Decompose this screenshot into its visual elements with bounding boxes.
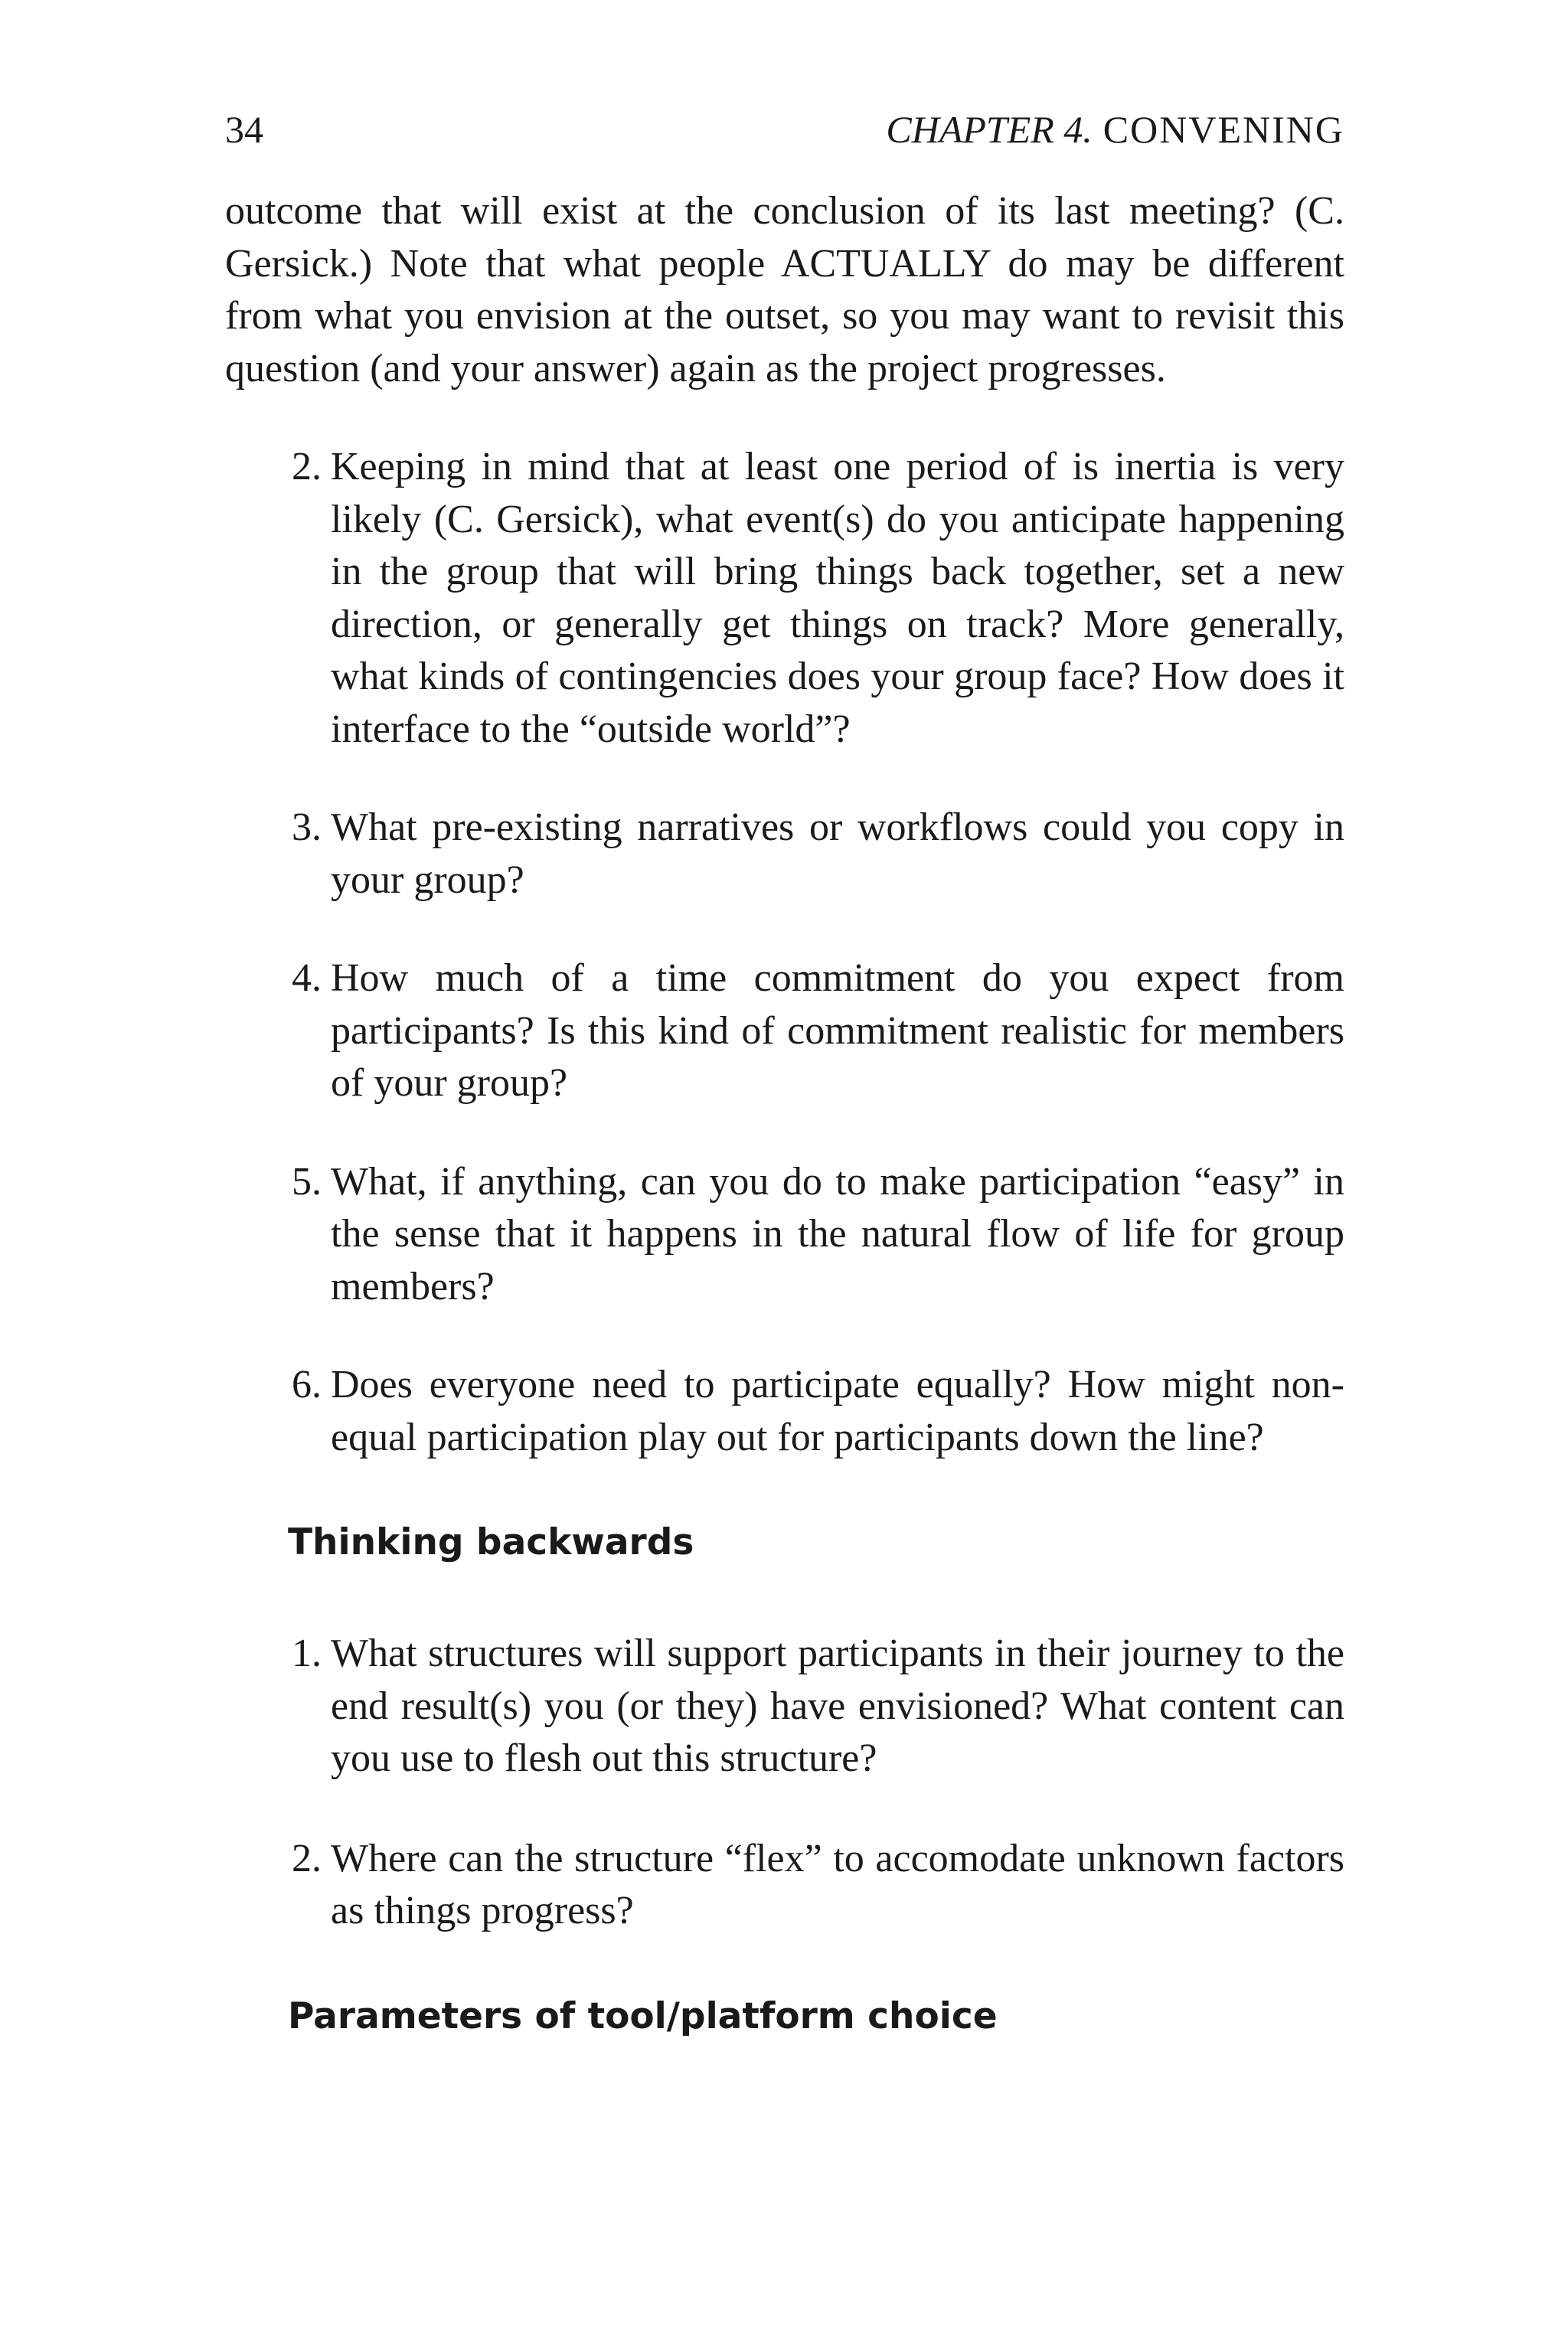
list-item-number: 2. <box>292 1836 322 1880</box>
list-item-text: What pre-existing narratives or workflows could you copy in your group? <box>331 805 1344 902</box>
body-text <box>225 185 1344 2043</box>
list-item-number: 1. <box>292 1632 322 1675</box>
list-item-number: 6. <box>292 1363 322 1406</box>
list-item <box>225 802 1344 906</box>
list-item-number: 4. <box>292 956 322 1000</box>
list-item <box>225 1628 1344 1785</box>
list-item <box>225 952 1344 1110</box>
list-item-number: 5. <box>292 1159 322 1204</box>
list-item-text: How much of a time commitment do you expect from participants? Is this kind of commitment realistic for members of your group? <box>331 956 1344 1105</box>
list-item-text: Does everyone need to participate equally? How might non-equal participation play out for participants down the line? <box>331 1363 1344 1459</box>
chapter-title: CONVENING <box>1102 108 1344 151</box>
list-item <box>225 1833 1344 1938</box>
running-head <box>225 103 1344 156</box>
continuation-paragraph: outcome that will exist at the conclusion of its last meeting? (C. Gersick.) Note that what people ACTUALLY do may be different from what you envision at the outset, so you may want to revisit this question (and your answer) again as the project progresses. <box>225 189 1344 390</box>
list-item-text: Keeping in mind that at least one period of is inertia is very likely (C. Gersick), what event(s) do you anticipate happening in the group that will bring things back together, set a new direction, or generally get things on track? More generally, what kinds of contingencies does your group face? How does it interface to the “outside world”? <box>331 445 1344 751</box>
list-item <box>225 441 1344 756</box>
section-heading-parameters: Parameters of tool/platform choice <box>288 1994 998 2037</box>
list-item-text: What structures will support participants in their journey to the end result(s) you (or they) have envisioned? What content can you use to flesh out this structure? <box>331 1632 1344 1780</box>
list-item-number: 3. <box>292 805 322 849</box>
chapter-header <box>886 103 1344 156</box>
question-list <box>225 441 1344 1464</box>
list-item-text: What, if anything, can you do to make participation “easy” in the sense that it happens in the natural flow of life for group members? <box>331 1159 1344 1308</box>
section-heading-thinking-backwards: Thinking backwards <box>288 1521 694 1563</box>
page-number: 34 <box>225 108 263 151</box>
list-item-text: Where can the structure “flex” to accomodate unknown factors as things progress? <box>331 1836 1344 1932</box>
chapter-label: CHAPTER 4. <box>886 108 1093 151</box>
list-item <box>225 1156 1344 1314</box>
list-item-number: 2. <box>292 445 322 488</box>
list-item <box>225 1359 1344 1464</box>
thinking-backwards-list <box>225 1628 1344 1938</box>
